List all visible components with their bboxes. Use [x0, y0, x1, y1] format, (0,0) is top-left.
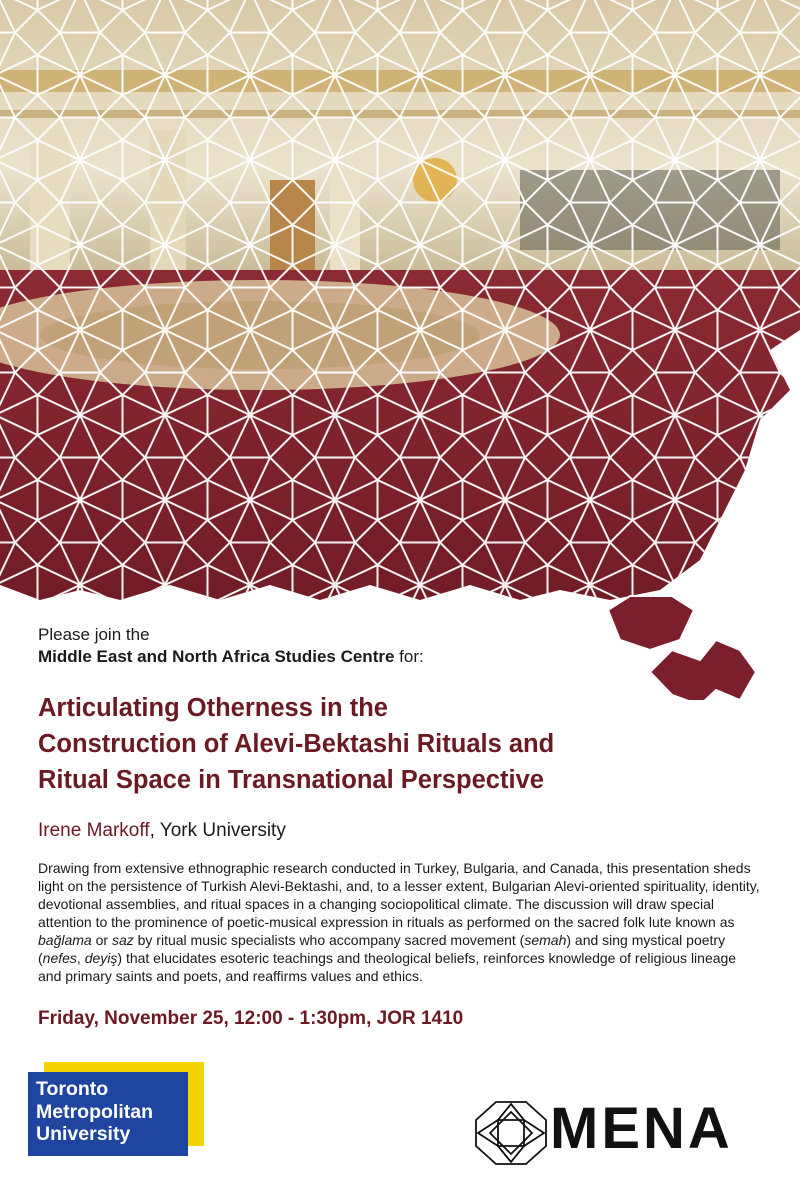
abstract-text: Drawing from extensive ethnographic research conducted in Turkey, Bulgaria, and Canada, this presentation sheds light on the persistence of Turkish Alevi-Bektashi, and, to a lesser extent, Bulgarian Alevi-oriented spirituality, identity, devotional assemblies, and ritual spaces in a changing sociopolitical climate. The discussion will draw special attention to the prominence of poetic-musical expression in rituals as performed on the sacred folk lute known as [38, 860, 760, 930]
title-line-3: Ritual Space in Transnational Perspective [38, 766, 544, 794]
term-semah: semah [524, 932, 567, 948]
intro-org-line [38, 646, 424, 668]
carpet-tiles [608, 596, 756, 700]
speaker-name: Irene Markoff [38, 820, 150, 841]
intro-line: Please join the [38, 625, 150, 644]
speaker-affiliation: , York University [149, 820, 286, 841]
speaker [38, 820, 286, 842]
term-saz: saz [111, 932, 134, 948]
abstract-text: or [91, 932, 112, 948]
abstract-text: , [76, 950, 85, 966]
tmu-line-3: University [36, 1123, 131, 1145]
event-title [38, 690, 738, 798]
term-deyis: deyiş [84, 950, 118, 966]
org-name: Middle East and North Africa Studies Centre [38, 647, 395, 666]
abstract-text: ) that elucidates esoteric teachings and theological beliefs, reinforces knowledge of religious lineage and primary saints and poets, and reaffirms values and ethics. [38, 950, 737, 984]
mena-star-icon [474, 1100, 548, 1166]
term-nefes: nefes [42, 950, 77, 966]
term-baglama: bağlama [38, 932, 92, 948]
intro [38, 624, 424, 668]
tmu-line-1: Toronto [36, 1078, 109, 1100]
intro-suffix: for: [394, 647, 424, 666]
mena-wordmark: MENA [550, 1096, 733, 1161]
tmu-line-2: Metropolitan [36, 1100, 153, 1123]
abstract [38, 859, 763, 985]
tmu-logo [28, 1072, 188, 1156]
abstract-text: ) and sing mystical poetry ( [38, 932, 726, 966]
event-details: Friday, November 25, 12:00 - 1:30pm, JOR 1410 [38, 1008, 464, 1029]
abstract-text: by ritual music specialists who accompany sacred movement ( [133, 932, 525, 948]
title-line-2: Construction of Alevi-Bektashi Rituals and [38, 730, 555, 758]
title-line-1: Articulating Otherness in the [38, 694, 388, 722]
